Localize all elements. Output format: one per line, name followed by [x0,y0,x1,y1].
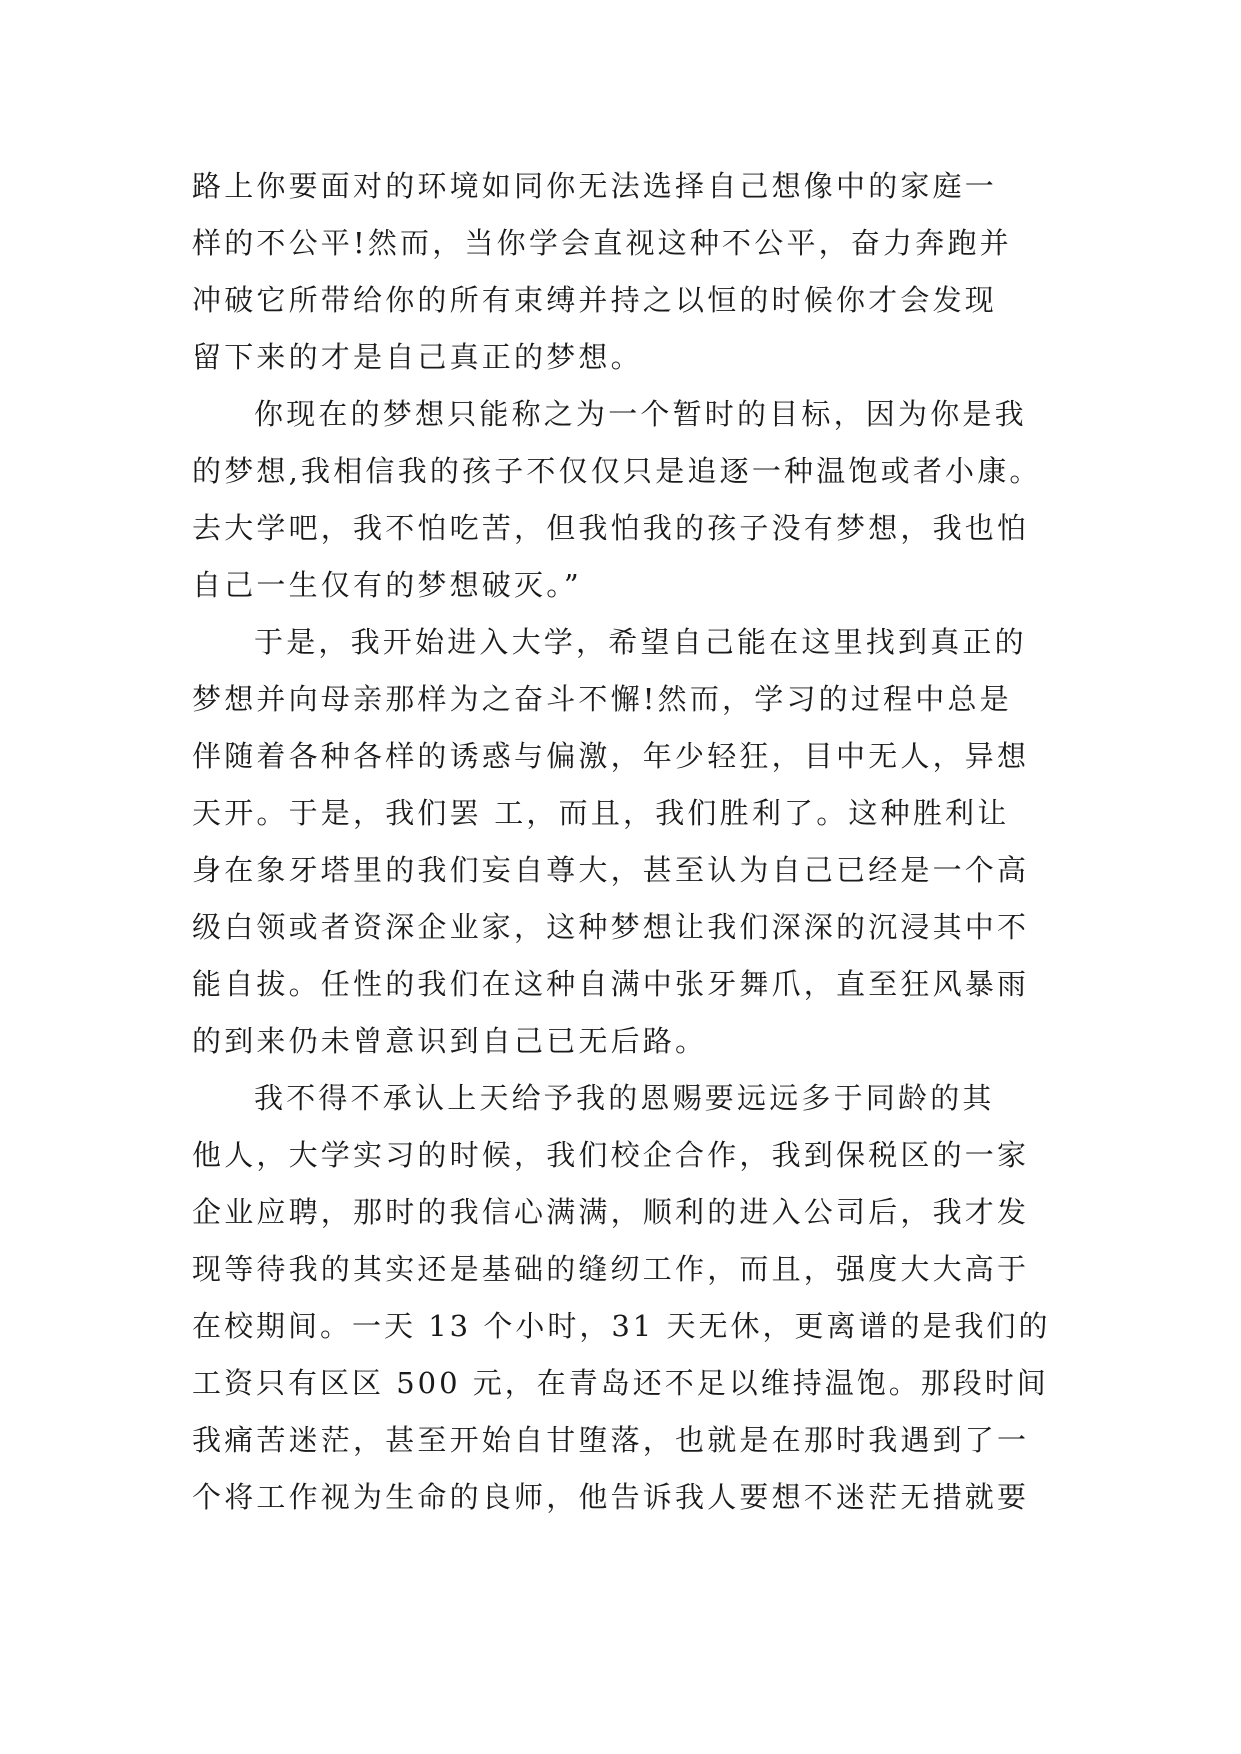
paragraph-first-line: 你现在的梦想只能称之为一个暂时的目标，因为你是我 [254,397,1027,431]
text-line: 的梦想,我相信我的孩子不仅仅只是追逐一种温饱或者小康。 [192,454,1042,488]
text-line: 天开。于是，我们罢 工，而且，我们胜利了。这种胜利让 [192,796,1010,830]
text-line: 留下来的才是自己真正的梦想。 [192,340,643,374]
text-line: 去大学吧，我不怕吃苦，但我怕我的孩子没有梦想，我也怕 [192,511,1030,545]
text-line: 自己一生仅有的梦想破灭。” [192,568,582,602]
text-line: 身在象牙塔里的我们妄自尊大，甚至认为自己已经是一个高 [192,853,1030,887]
text-line: 工资只有区区 500 元，在青岛还不足以维持温饱。那段时间 [192,1366,1049,1400]
text-line: 现等待我的其实还是基础的缝纫工作，而且，强度大大高于 [192,1252,1030,1286]
text-line: 级白领或者资深企业家，这种梦想让我们深深的沉浸其中不 [192,910,1030,944]
text-line: 能自拔。任性的我们在这种自满中张牙舞爪，直至狂风暴雨 [192,967,1030,1001]
text-line: 样的不公平!然而，当你学会直视这种不公平，奋力奔跑并 [192,226,1012,260]
text-line: 他人，大学实习的时候，我们校企合作，我到保税区的一家 [192,1138,1030,1172]
text-line: 个将工作视为生命的良师，他告诉我人要想不迷茫无措就要 [192,1480,1030,1514]
text-line: 伴随着各种各样的诱惑与偏激，年少轻狂，目中无人，异想 [192,739,1030,773]
text-line: 在校期间。一天 13 个小时，31 天无休，更离谱的是我们的 [192,1309,1051,1343]
text-line: 的到来仍未曾意识到自己已无后路。 [192,1024,708,1058]
text-line: 企业应聘，那时的我信心满满，顺利的进入公司后，我才发 [192,1195,1030,1229]
text-line: 冲破它所带给你的所有束缚并持之以恒的时候你才会发现 [192,283,998,317]
text-line: 我痛苦迷茫，甚至开始自甘堕落，也就是在那时我遇到了一 [192,1423,1030,1457]
paragraph-first-line: 于是，我开始进入大学，希望自己能在这里找到真正的 [254,625,1027,659]
text-line: 路上你要面对的环境如同你无法选择自己想像中的家庭一 [192,169,998,203]
paragraph-first-line: 我不得不承认上天给予我的恩赐要远远多于同龄的其 [254,1081,995,1115]
body-text [192,158,1052,1526]
text-line: 梦想并向母亲那样为之奋斗不懈!然而，学习的过程中总是 [192,682,1012,716]
